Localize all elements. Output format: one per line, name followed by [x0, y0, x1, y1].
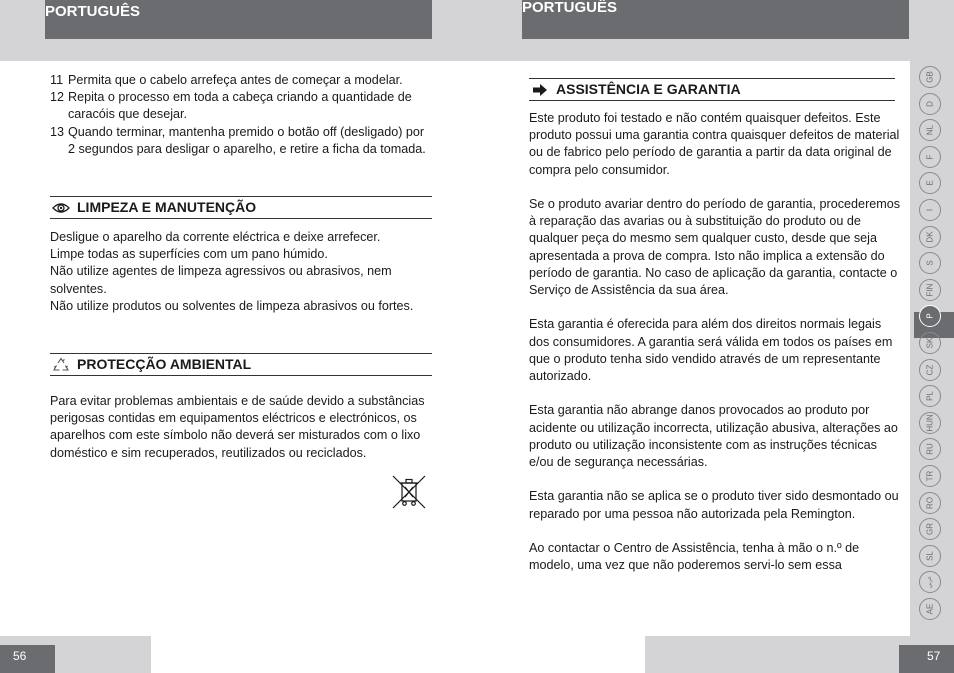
warranty-paragraph: Este produto foi testado e não contém quaisquer defeitos. Este produto possui uma garantia contra quaisquer defeitos de material ou de fabrico pelo período de garantia a partir da data original de compra pelo consumidor.	[529, 111, 900, 177]
step-number: 11	[50, 73, 64, 87]
language-tab-label: PL	[925, 391, 935, 402]
step-text: Quando terminar, mantenha premido o botão off (desligado) por 2 segundos para desligar o aparelho, e retire a ficha da tomada.	[68, 124, 426, 156]
cleaning-line: Limpe todas as superfícies com um pano húmido.	[50, 247, 328, 262]
warranty-paragraph: Esta garantia é oferecida para além dos direitos normais legais dos consumidores. A garantia será válida em todos os países em que o produto tenha sido vendido através de um representante autorizado.	[529, 317, 893, 384]
cleaning-section-heading	[50, 196, 432, 219]
header-left-title: PORTUGUÊS	[45, 3, 141, 20]
language-tab-label: RU	[925, 443, 935, 456]
language-tab-label: E	[925, 180, 935, 187]
cleaning-line: Não utilize agentes de limpeza agressivos ou abrasivos, nem solventes.	[50, 264, 392, 296]
warranty-section-heading	[529, 78, 895, 101]
language-tab-label: F	[925, 154, 935, 160]
language-tab-label: GR	[925, 523, 935, 536]
eye-icon	[52, 200, 70, 216]
page-number-left: 56	[0, 645, 55, 673]
language-tab-ae[interactable]	[919, 598, 941, 620]
language-tab-hun[interactable]	[919, 412, 941, 434]
recycle-icon	[52, 357, 70, 373]
cleaning-line: Não utilize produtos ou solventes de limpeza abrasivos ou fortes.	[50, 298, 414, 313]
language-tab-gb[interactable]	[919, 66, 941, 88]
environment-text: Para evitar problemas ambientais e de saúde devido a substâncias perigosas contidas em equipamentos eléctricos e electrónicos, os aparelhos com este símbolo não deverá ser misturados com o lixo doméstico e sim recuperados, reutilizados ou reciclados.	[50, 394, 425, 460]
step-text: Permita que o cabelo arrefeça antes de começar a modelar.	[68, 73, 403, 87]
list-item	[50, 89, 434, 123]
language-tab-fin[interactable]	[919, 279, 941, 301]
step-number: 13	[50, 124, 65, 139]
warranty-paragraph: Esta garantia não abrange danos provocados ao produto por acidente ou utilização incorrecta, utilização abusiva, alterações ao produto ou utilização inconsistente com as instruções técnicas e/ou de segurança necessárias.	[529, 403, 898, 470]
language-tab-label: I	[925, 208, 935, 212]
language-tab-dk[interactable]	[919, 226, 941, 248]
environment-title: PROTECÇÃO AMBIENTAL	[77, 356, 252, 372]
language-tab-d[interactable]	[919, 93, 941, 115]
arrow-right-icon	[531, 82, 549, 98]
warranty-text	[529, 110, 901, 574]
cleaning-text	[50, 229, 434, 315]
header-right	[522, 0, 909, 39]
crossed-bin-icon	[390, 473, 428, 511]
list-item	[50, 72, 434, 89]
header-right-title: PORTUGUÊS	[522, 0, 618, 16]
cleaning-title: LIMPEZA E MANUTENÇÃO	[77, 199, 257, 215]
language-tab-label: SK	[925, 337, 935, 349]
language-tab-f[interactable]	[919, 146, 941, 168]
language-tab-label: CZ	[925, 364, 935, 375]
warranty-title: ASSISTÊNCIA E GARANTIA	[556, 81, 741, 97]
language-tab-label: FIN	[925, 283, 935, 297]
language-tab-label: DK	[925, 231, 935, 243]
language-tab-sk[interactable]	[919, 332, 941, 354]
warranty-paragraph: Se o produto avariar dentro do período de garantia, procederemos à reparação das avarias ou à substituição do produto ou de qualquer peça do mesmo sem qualquer custo, desde que seja apresentada a prova de compra. Isto não implica a extensão do período de garantia. No caso de aplicação da garantia, contacte o Serviço de Assistência da sua área.	[529, 197, 901, 298]
cleaning-line: Desligue o aparelho da corrente eléctrica e deixe arrefecer.	[50, 230, 381, 244]
language-tab-cz[interactable]	[919, 359, 941, 381]
language-tab-label: RO	[925, 496, 935, 509]
warranty-paragraph: Esta garantia não se aplica se o produto tiver sido desmontado ou reparado por uma pessoa não autorizada pela Remington.	[529, 489, 899, 521]
language-tab-label: TR	[925, 470, 935, 482]
language-tab-label: عربي	[927, 576, 933, 589]
page-number-right: 57	[899, 645, 954, 673]
language-tab-label: GB	[925, 71, 935, 83]
language-tab-label: SL	[925, 550, 935, 561]
language-tab-label: HUN	[925, 414, 935, 432]
warranty-paragraph: Ao contactar o Centro de Assistência, tenha à mão o n.º de modelo, uma vez que não poderemos servi-lo sem essa	[529, 541, 860, 573]
language-tab-ro[interactable]	[919, 492, 941, 514]
language-tab-i[interactable]	[919, 199, 941, 221]
header-left	[45, 0, 432, 39]
language-tab-label: NL	[925, 125, 935, 136]
environment-section-heading	[50, 353, 432, 376]
list-item	[50, 124, 434, 158]
step-number: 12	[50, 90, 65, 105]
language-tab-label: D	[925, 100, 935, 107]
steps-list	[50, 72, 434, 158]
language-tab-sl[interactable]	[919, 545, 941, 567]
language-tab-label: AE	[925, 603, 935, 615]
language-tab-label: S	[925, 260, 935, 266]
step-text: Repita o processo em toda a cabeça criando a quantidade de caracóis que desejar.	[68, 90, 412, 122]
language-tab-tr[interactable]	[919, 465, 941, 487]
language-tab-label: P	[925, 313, 935, 320]
